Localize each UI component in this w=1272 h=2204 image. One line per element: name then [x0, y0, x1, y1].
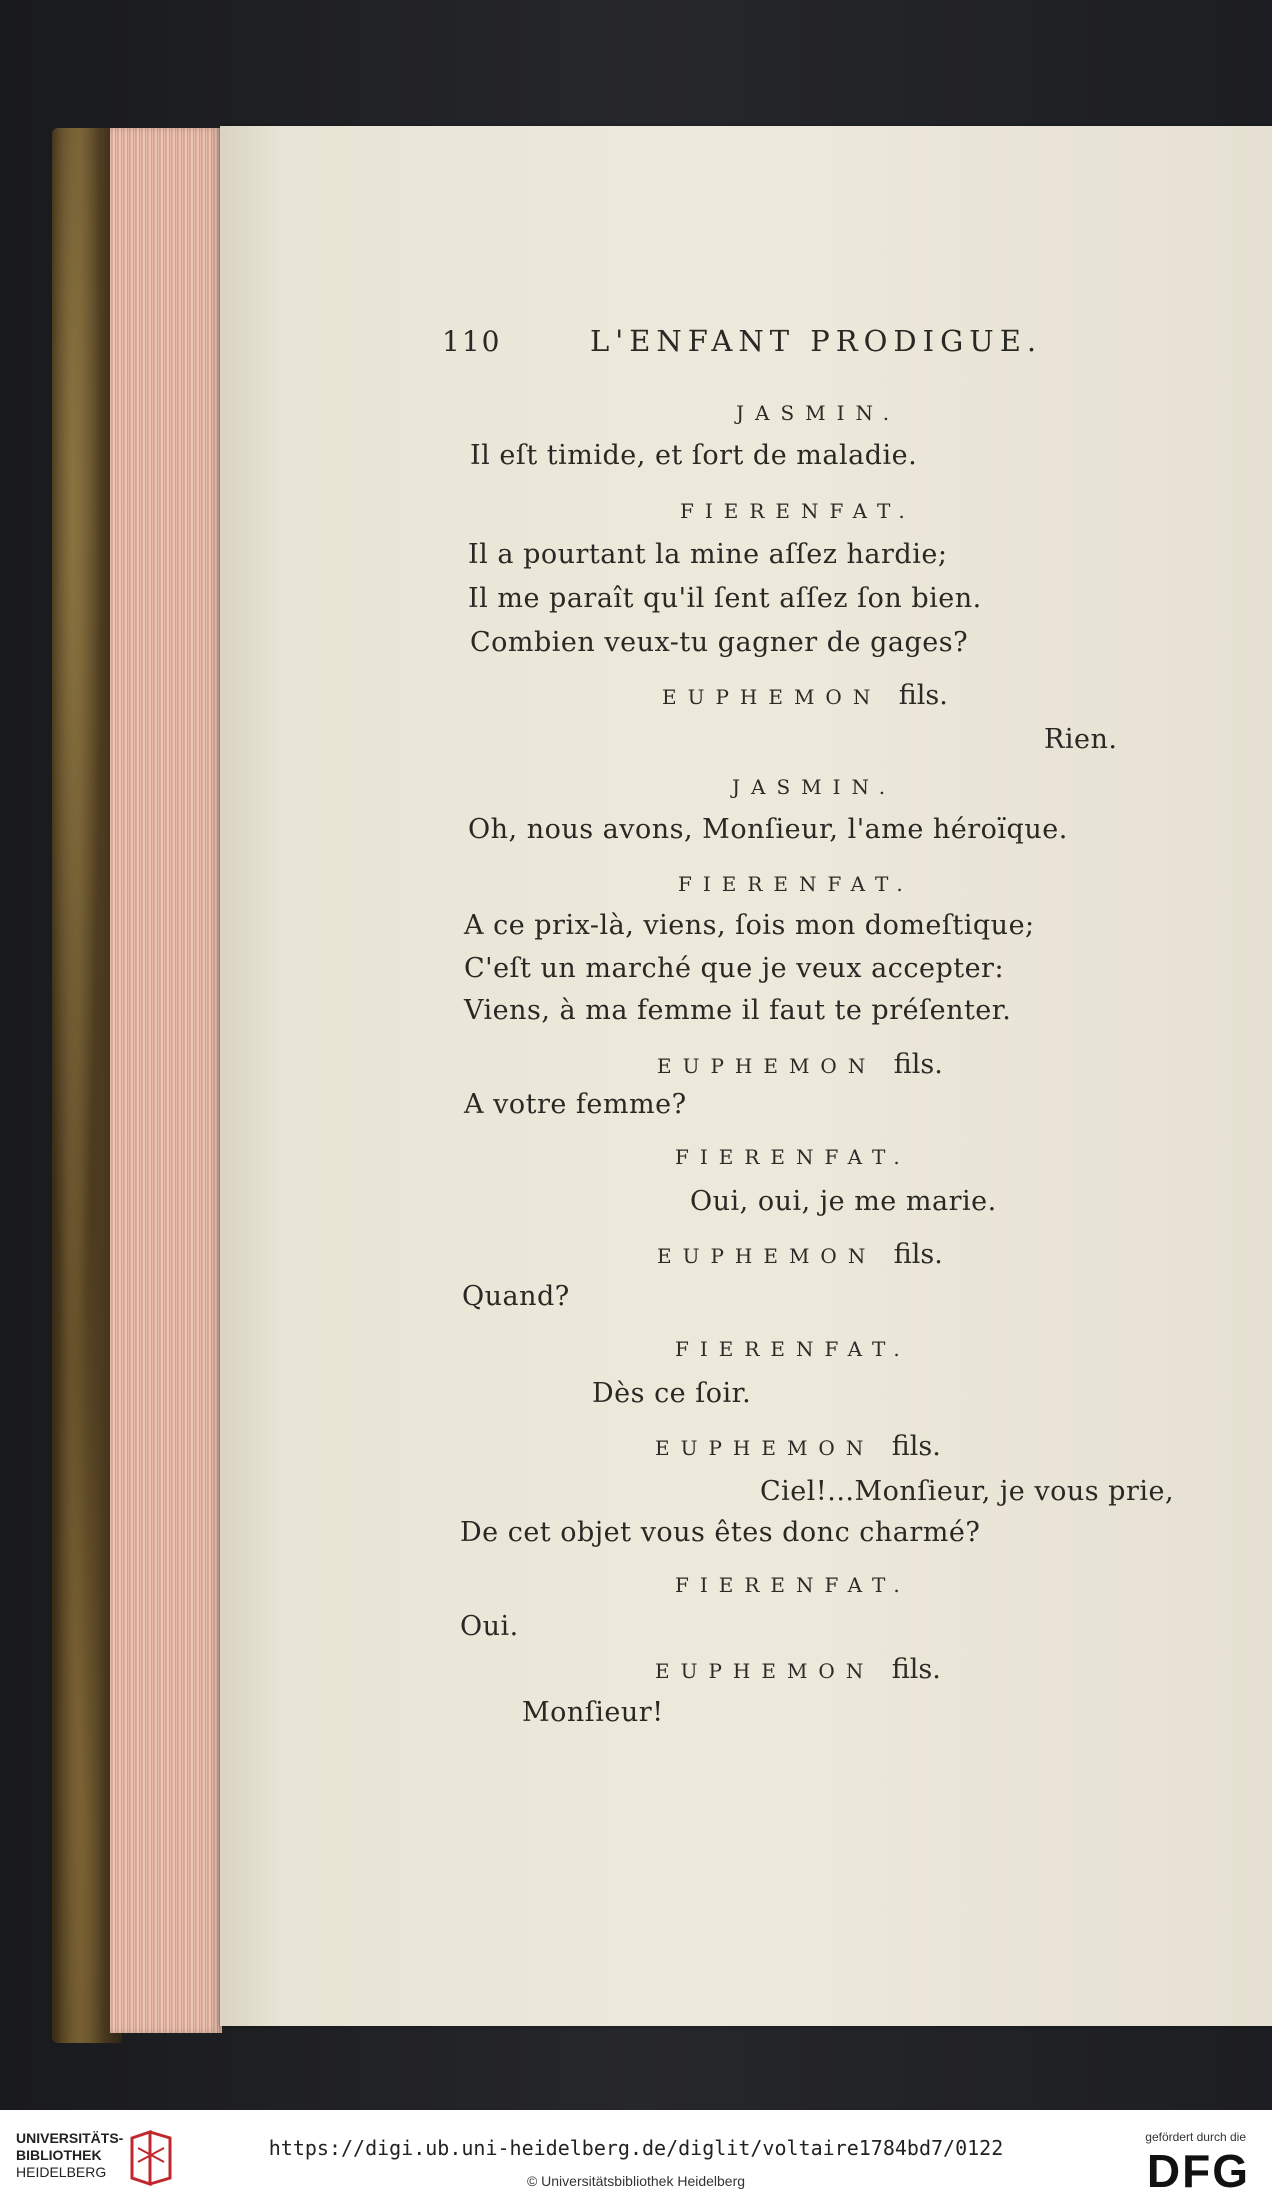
- dfg-logo[interactable]: DFG: [1146, 2145, 1250, 2197]
- library-name-line2: BIBLIOTHEK: [16, 2147, 102, 2163]
- library-name-line1: UNIVERSITÄTS-: [16, 2130, 124, 2146]
- speaker-heading: JASMIN.: [732, 775, 897, 799]
- library-city: HEIDELBERG: [16, 2164, 107, 2180]
- verse-line: Oui.: [460, 1611, 519, 1642]
- verse-line: Monſieur!: [522, 1697, 664, 1728]
- speaker-heading: EUPHEMON fils.: [655, 1654, 941, 1685]
- page-edges: [110, 128, 222, 2033]
- funding-caption: gefördert durch die: [1145, 2130, 1246, 2144]
- verse-line: De cet objet vous êtes donc charmé?: [460, 1517, 981, 1548]
- speaker-heading: EUPHEMON fils.: [657, 1049, 943, 1080]
- copyright-notice: © Universitätsbibliothek Heidelberg: [526, 2173, 746, 2189]
- speaker-heading: EUPHEMON fils.: [657, 1239, 943, 1270]
- verse-line: Il a pourtant la mine aſſez hardie;: [468, 539, 948, 570]
- speaker-heading: FIERENFAT.: [675, 1337, 911, 1361]
- running-title: L'ENFANT PRODIGUE.: [590, 324, 1043, 358]
- speaker-heading: FIERENFAT.: [680, 499, 916, 523]
- verse-line: Oh, nous avons, Monſieur, l'ame héroïque.: [468, 814, 1068, 845]
- verse-line: Rien.: [1044, 724, 1118, 755]
- speaker-heading: FIERENFAT.: [678, 872, 914, 896]
- verse-line: Il me paraît qu'il ſent aſſez ſon bien.: [468, 583, 982, 614]
- speaker-heading: EUPHEMON fils.: [662, 680, 948, 711]
- verse-line: Ciel!...Monſieur, je vous prie,: [760, 1476, 1175, 1507]
- verse-line: A votre femme?: [464, 1089, 687, 1120]
- verse-line: Il eſt timide, et ſort de maladie.: [470, 440, 918, 471]
- page-number: 110: [442, 325, 502, 358]
- verse-line: Viens, à ma femme il faut te préſenter.: [464, 995, 1012, 1026]
- verse-line: A ce prix-là, viens, ſois mon domeſtique;: [464, 910, 1035, 941]
- speaker-heading: FIERENFAT.: [675, 1573, 911, 1597]
- speaker-heading: EUPHEMON fils.: [655, 1431, 941, 1462]
- verse-line: Dès ce ſoir.: [592, 1378, 752, 1409]
- verse-line: Combien veux-tu gagner de gages?: [470, 627, 969, 658]
- verse-line: Oui, oui, je me marie.: [690, 1186, 997, 1217]
- viewer-footer: [0, 2110, 1272, 2204]
- speaker-heading: JASMIN.: [736, 401, 901, 425]
- speaker-heading: FIERENFAT.: [675, 1145, 911, 1169]
- verse-line: C'eſt un marché que je veux accepter:: [464, 953, 1005, 984]
- verse-line: Quand?: [462, 1281, 570, 1312]
- document-url-link[interactable]: https://digi.ub.uni-heidelberg.de/diglit/voltaire1784bd7/0122: [268, 2136, 1004, 2160]
